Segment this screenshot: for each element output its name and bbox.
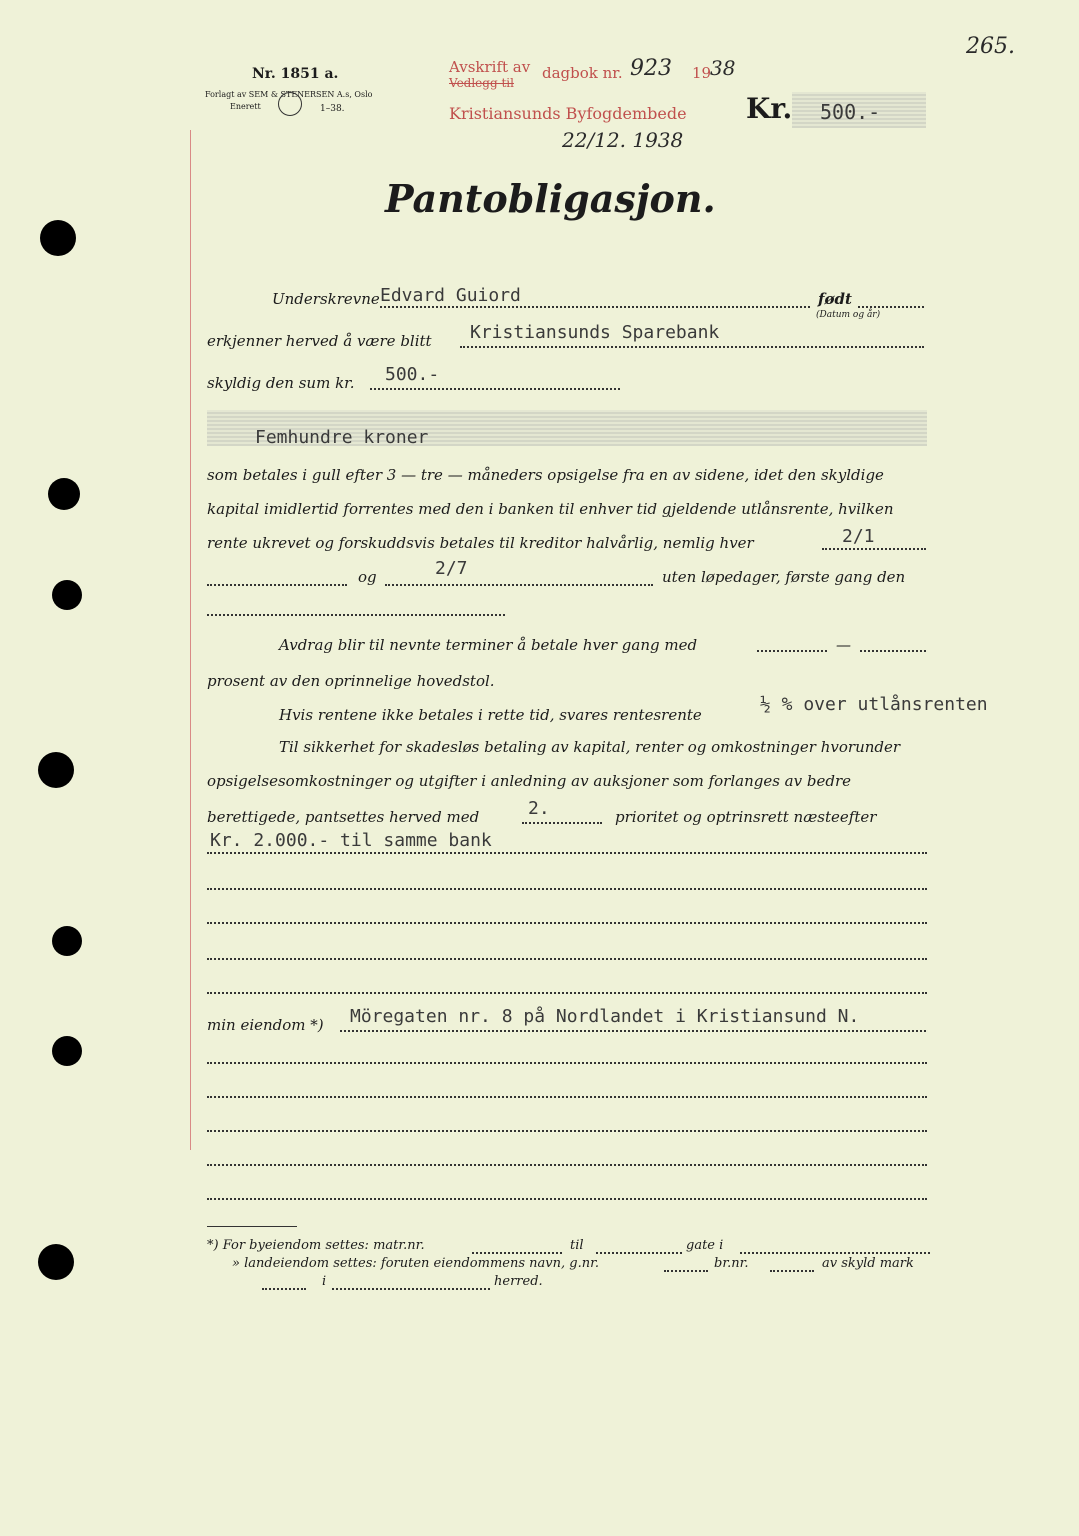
stamp-vedlegg: Vedlegg til [449, 76, 514, 90]
kr-amount: 500.- [820, 100, 881, 124]
rente-value: ½ % over utlånsrenten [760, 694, 988, 715]
footnote-line-3a: i [322, 1274, 327, 1289]
avdrag-dash: — [836, 636, 851, 654]
creditor-name: Kristiansunds Sparebank [470, 322, 720, 343]
skyldig-label: skyldig den sum kr. [207, 374, 355, 392]
punch-hole [38, 1244, 74, 1280]
footnote-line-2a: » landeiendom settes: foruten eiendommens navn, g.nr. [232, 1256, 599, 1271]
eiendom-value: Möregaten nr. 8 på Nordlandet i Kristiansund N. [350, 1006, 860, 1027]
terms-line-2: kapital imidlertid forrentes med den i banken til enhver tid gjeldende utlånsrente, hvilken [207, 500, 894, 518]
sikkerhet-line-3a: berettigede, pantsettes herved med [207, 808, 480, 826]
stamp-year-prefix: 19 [692, 64, 712, 82]
publisher-imprint: Forlagt av SEM & STENERSEN A.s, Oslo [205, 90, 373, 99]
stamp-dagbok: dagbok nr. [542, 64, 623, 82]
erkjenner-label: erkjenner herved å være blitt [207, 332, 432, 350]
punch-hole [52, 580, 82, 610]
footnote-line-3b: herred. [494, 1274, 543, 1289]
prior-text: Kr. 2.000.- til samme bank [210, 830, 492, 851]
punch-hole [48, 478, 80, 510]
publisher-logo [278, 92, 302, 116]
stamp-office: Kristiansunds Byfogdembede [449, 104, 687, 123]
terms-line-1: som betales i gull efter 3 — tre — måneders opsigelse fra en av sidene, idet den skyldige [207, 466, 884, 484]
form-number: Nr. 1851 a. [252, 66, 339, 82]
page-number: 265. [966, 34, 1015, 59]
publisher-imprint-enerett: Enerett [230, 102, 261, 111]
sikkerhet-line-3b: prioritet og optrinsrett næsteefter [615, 808, 877, 826]
footnote-line-1b: til [570, 1238, 584, 1253]
term-1: 2/1 [842, 526, 875, 547]
fodt-hint: (Datum og år) [816, 310, 881, 320]
sum-value: 500.- [385, 364, 440, 385]
prosent-line: prosent av den oprinnelige hovedstol. [207, 672, 495, 690]
debtor-name: Edvard Guiord [380, 285, 521, 306]
year-suffix: 38 [710, 56, 736, 80]
prioritet-value: 2. [528, 798, 550, 819]
red-margin-line [190, 130, 191, 1150]
publisher-date: 1–38. [320, 104, 345, 114]
footnote-line-2c: av skyld mark [822, 1256, 914, 1271]
footnote-line-1c: gate i [686, 1238, 724, 1253]
punch-hole [40, 220, 76, 256]
og-label: og [358, 568, 377, 586]
fodt-label: født [818, 290, 852, 308]
footnote-line-2b: br.nr. [714, 1256, 749, 1271]
term-2: 2/7 [435, 558, 468, 579]
terms-line-3: rente ukrevet og forskuddsvis betales til kreditor halvårlig, nemlig hver [207, 534, 754, 552]
page-title: Pantobligasjon. [385, 176, 716, 221]
hvis-line: Hvis rentene ikke betales i rette tid, svares rentesrente [279, 706, 702, 724]
sum-words: Femhundre kroner [255, 427, 429, 448]
underskrevne-label: Underskrevne [272, 290, 380, 308]
punch-hole [52, 926, 82, 956]
kr-label: Kr. [746, 92, 793, 125]
dagbok-number: 923 [630, 56, 672, 81]
eiendom-label: min eiendom *) [207, 1016, 324, 1034]
uten-label: uten løpedager, første gang den [662, 568, 906, 586]
punch-hole [38, 752, 74, 788]
avdrag-line: Avdrag blir til nevnte terminer å betale hver gang med [279, 636, 698, 654]
sikkerhet-line-1: Til sikkerhet for skadesløs betaling av kapital, renter og omkostninger hvorunder [279, 738, 901, 756]
sikkerhet-line-2: opsigelsesomkostninger og utgifter i anledning av auksjoner som forlanges av bedre [207, 772, 851, 790]
footnote-rule [207, 1226, 297, 1227]
stamp-avskrift: Avskrift av [449, 58, 531, 76]
footnote-line-1a: *) For byeiendom settes: matr.nr. [207, 1238, 425, 1253]
punch-hole [52, 1036, 82, 1066]
date-handwritten: 22/12. 1938 [562, 128, 684, 152]
